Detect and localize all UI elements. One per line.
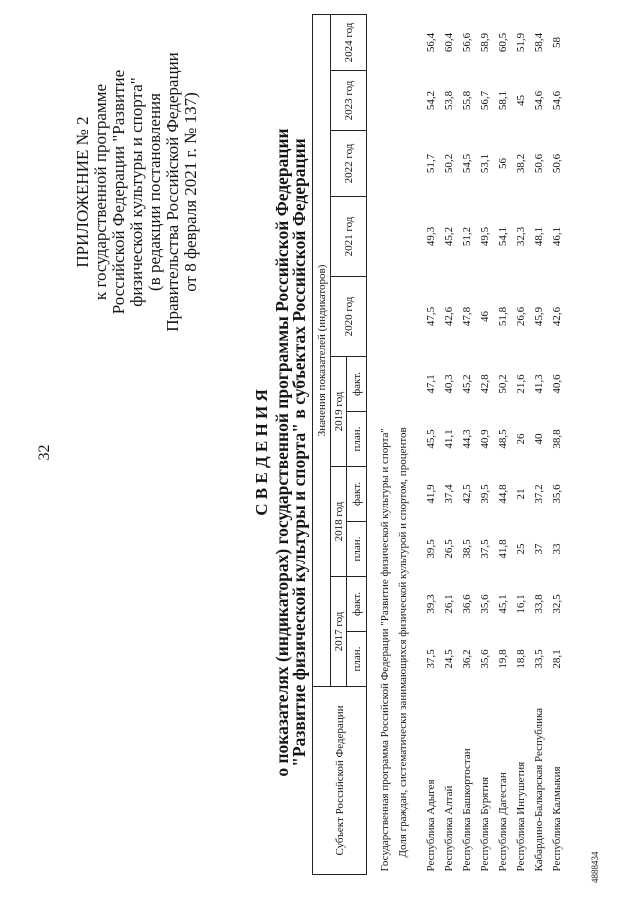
indicator-value-cell: 41,1 [443, 429, 455, 449]
plan-subheader-2017: план. [347, 632, 367, 687]
indicator-title: Доля граждан, систематически занимающихся физической культурой и спортом, процентов [397, 427, 409, 858]
table-row [476, 14, 494, 874]
indicator-value-cell: 38,2 [515, 153, 527, 174]
year-header-2017: 2017 год [331, 577, 347, 687]
subject-name-cell: Республика Адыгея [425, 779, 437, 872]
indicator-value-cell: 42,8 [479, 374, 491, 394]
table-row [422, 14, 440, 874]
table-spacer [412, 14, 422, 874]
table-row [494, 14, 512, 874]
document-code: 4888434 [590, 851, 600, 883]
appendix-line: от 8 февраля 2021 г. № 137) [181, 92, 200, 292]
plan-subheader-2019: план. [347, 412, 367, 467]
year-header-2020: 2020 год [331, 277, 367, 357]
subject-name-cell: Республика Башкортостан [461, 748, 473, 872]
year-header-2023: 2023 год [331, 71, 367, 131]
indicator-value-cell: 45,5 [425, 429, 437, 449]
indicator-value-cell: 58,9 [479, 32, 491, 53]
indicator-value-cell: 19,8 [497, 649, 509, 669]
indicator-value-cell: 39,3 [425, 594, 437, 614]
indicator-value-cell: 39,5 [479, 484, 491, 504]
header-row-1 [313, 14, 331, 874]
indicator-value-cell: 26,5 [443, 539, 455, 559]
table-row [512, 14, 530, 874]
indicator-value-cell: 41,9 [425, 484, 437, 504]
indicator-value-cell: 49,5 [479, 226, 491, 247]
subject-name-cell: Кабардино-Балкарская Республика [533, 707, 545, 872]
appendix-line: (в редакции постановления [145, 93, 164, 291]
table-spacer [367, 14, 377, 874]
indicator-value-cell: 24,5 [443, 649, 455, 669]
fact-subheader-2017: факт. [347, 577, 367, 632]
table-spacer-cell [367, 14, 377, 874]
indicator-value-cell: 46,1 [551, 226, 563, 247]
fact-subheader-2019: факт. [347, 357, 367, 412]
indicator-value-cell: 26,6 [515, 306, 527, 327]
indicator-value-cell: 53,1 [479, 153, 491, 174]
indicator-value-cell: 42,6 [551, 306, 563, 327]
year-header-2021: 2021 год [331, 197, 367, 277]
indicator-value-cell: 38,5 [461, 539, 473, 559]
table-row [530, 14, 548, 874]
subject-name-cell: Республика Алтай [443, 785, 455, 872]
indicator-value-cell: 18,8 [515, 649, 527, 669]
indicator-value-cell: 47,5 [425, 306, 437, 327]
indicator-value-cell: 54,2 [425, 90, 437, 111]
indicator-value-cell: 33,8 [533, 594, 545, 614]
fact-subheader-2018: факт. [347, 467, 367, 522]
indicator-value-cell: 56 [497, 158, 509, 169]
indicator-value-cell: 50,2 [497, 374, 509, 394]
indicator-value-cell: 51,2 [461, 226, 473, 247]
indicator-value-cell: 56,6 [461, 32, 473, 53]
program-section-title: Государственная программа Российской Федерации "Развитие физической культуры и спорта" [379, 428, 391, 872]
year-header-2019: 2019 год [331, 357, 347, 467]
appendix-title: ПРИЛОЖЕНИЕ № 2 [73, 116, 92, 268]
indicator-value-cell: 28,1 [551, 649, 563, 669]
indicator-value-cell: 41,8 [497, 539, 509, 559]
indicator-value-cell: 54,5 [461, 153, 473, 174]
indicator-value-cell: 49,3 [425, 226, 437, 247]
indicator-value-cell: 45,1 [497, 594, 509, 614]
indicator-value-cell: 45,2 [461, 374, 473, 394]
indicator-value-cell: 37,5 [425, 649, 437, 669]
indicator-value-cell: 36,6 [461, 594, 473, 614]
indicator-value-cell: 54,6 [551, 90, 563, 111]
indicator-value-cell: 58 [551, 36, 563, 48]
indicator-value-cell: 37 [533, 543, 545, 555]
table-row [548, 14, 566, 874]
table-row [440, 14, 458, 874]
indicator-value-cell: 46 [479, 311, 491, 322]
indicator-value-cell: 36,2 [461, 649, 473, 669]
subject-name-cell: Республика Ингушетия [515, 761, 527, 872]
indicator-value-cell: 54,1 [497, 226, 509, 247]
indicator-value-cell: 26,1 [443, 594, 455, 614]
indicator-value-cell: 32,3 [515, 226, 527, 247]
indicator-value-cell: 53,8 [443, 90, 455, 111]
indicator-value-cell: 47,1 [425, 374, 437, 394]
indicator-value-cell: 35,6 [479, 649, 491, 669]
indicator-value-cell: 60,5 [497, 32, 509, 53]
indicator-value-cell: 40,3 [443, 374, 455, 394]
indicator-value-cell: 48,5 [497, 429, 509, 449]
plan-subheader-2018: план. [347, 522, 367, 577]
indicator-value-cell: 56,7 [479, 90, 491, 111]
indicator-value-cell: 44,3 [461, 429, 473, 449]
indicator-value-cell: 45 [515, 95, 527, 106]
indicator-value-cell: 16,1 [515, 594, 527, 614]
indicator-value-cell: 21 [515, 488, 527, 500]
table-spacer-cell [412, 14, 422, 874]
table-row [458, 14, 476, 874]
indicator-value-cell: 40 [533, 433, 545, 445]
indicator-value-cell: 45,2 [443, 226, 455, 247]
appendix-line: к государственной программе [91, 83, 110, 301]
indicator-value-cell: 58,4 [533, 32, 545, 53]
indicator-value-cell: 51,7 [425, 153, 437, 174]
indicator-value-cell: 40,9 [479, 429, 491, 449]
subject-name-cell: Республика Калмыкия [551, 766, 563, 872]
subject-name-cell: Республика Дагестан [497, 772, 509, 872]
appendix-line: Российской Федерации "Развитие [109, 69, 128, 315]
indicator-value-cell: 42,6 [443, 306, 455, 327]
indicator-value-cell: 26 [515, 433, 527, 445]
table-body [367, 14, 567, 874]
year-header-2024: 2024 год [331, 14, 367, 70]
indicator-value-cell: 50,6 [551, 153, 563, 174]
indicator-value-cell: 58,1 [497, 90, 509, 111]
appendix-line: физической культуры и спорта" [127, 77, 146, 307]
indicator-value-cell: 25 [515, 543, 527, 555]
indicator-value-cell: 50,6 [533, 153, 545, 174]
subject-name-cell: Республика Бурятия [479, 776, 491, 872]
indicator-value-cell: 35,6 [551, 484, 563, 504]
program-section-row [376, 14, 394, 874]
year-header-2022: 2022 год [331, 131, 367, 197]
indicator-value-cell: 21,6 [515, 374, 527, 394]
page-number: 32 [36, 444, 53, 461]
indicator-value-cell: 33,5 [533, 649, 545, 669]
indicator-value-cell: 47,8 [461, 306, 473, 327]
indicator-value-cell: 51,9 [515, 32, 527, 53]
indicator-value-cell: 38,8 [551, 429, 563, 449]
indicator-value-cell: 41,3 [533, 374, 545, 394]
indicator-value-cell: 39,5 [425, 539, 437, 559]
indicator-value-cell: 37,4 [443, 484, 455, 504]
indicator-row [394, 14, 412, 874]
indicator-value-cell: 45,9 [533, 306, 545, 327]
indicator-value-cell: 32,5 [551, 594, 563, 614]
indicator-value-cell: 56,4 [425, 32, 437, 53]
indicator-value-cell: 37,5 [479, 539, 491, 559]
document-subtitle-line-1: о показателях (индикаторах) государственной программы Российской Федерации [272, 128, 292, 777]
indicator-value-cell: 50,2 [443, 153, 455, 174]
indicator-value-cell: 42,5 [461, 484, 473, 504]
indicator-value-cell: 44,8 [497, 484, 509, 504]
document-heading: С В Е Д Е Н И Я [252, 389, 271, 516]
table-header [313, 14, 367, 874]
document-subtitle-line-2: "Развитие физической культуры и спорта" в субъектах Российской Федерации [289, 138, 309, 767]
indicator-value-cell: 54,6 [533, 90, 545, 111]
indicator-value-cell: 48,1 [533, 226, 545, 247]
appendix-line: Правительства Российской Федерации [163, 52, 182, 332]
indicator-value-cell: 51,8 [497, 306, 509, 327]
indicator-value-cell: 33 [551, 543, 563, 555]
year-header-2018: 2018 год [331, 467, 347, 577]
appendix-note [74, 32, 200, 352]
indicator-value-cell: 55,8 [461, 90, 473, 111]
subject-column-header: Субъект Российской Федерации [313, 687, 367, 875]
indicator-value-cell: 60,4 [443, 32, 455, 53]
indicator-value-cell: 40,6 [551, 374, 563, 394]
indicator-value-cell: 37,2 [533, 484, 545, 504]
indicator-values-header: Значения показателей (индикаторов) [313, 14, 331, 686]
indicator-value-cell: 35,6 [479, 594, 491, 614]
indicators-table [312, 14, 566, 875]
